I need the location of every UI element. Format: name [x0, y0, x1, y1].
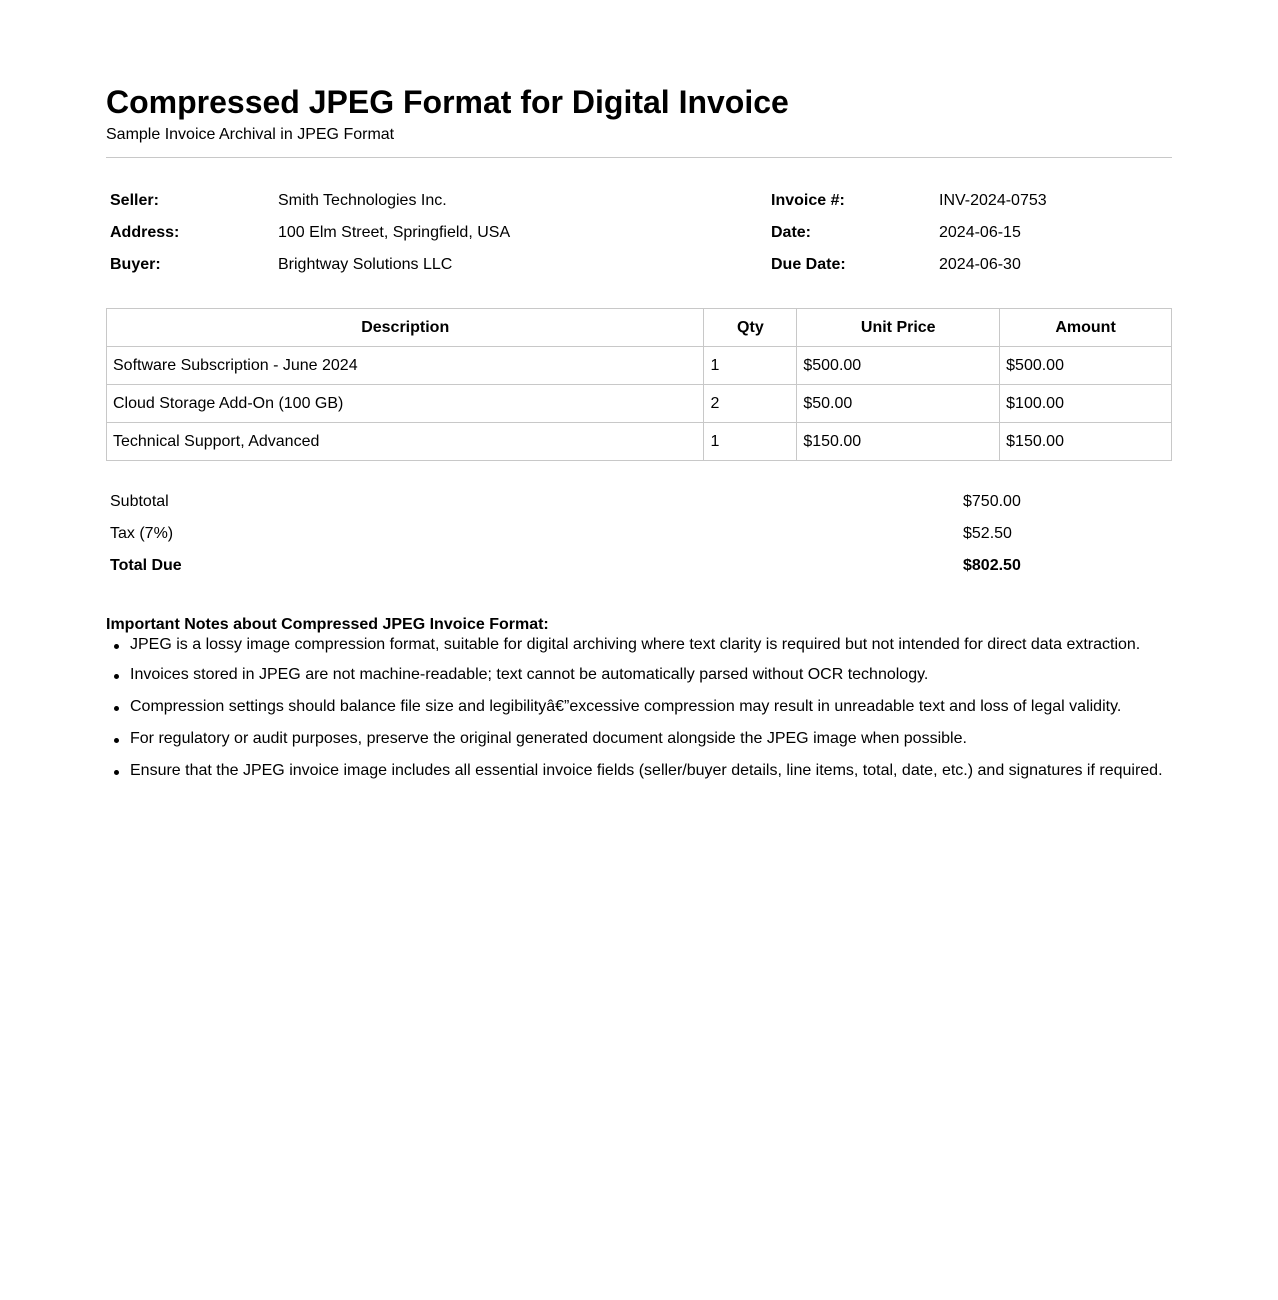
cell-qty: 2 — [704, 385, 797, 423]
totals-section — [106, 486, 1172, 582]
cell-amount: $500.00 — [1000, 347, 1172, 385]
tax-value: $52.50 — [963, 525, 1012, 542]
list-item — [106, 666, 1172, 698]
header-divider — [106, 157, 1172, 158]
notes-title: Important Notes about Compressed JPEG Invoice Format: — [106, 616, 549, 633]
subtotal-value: $750.00 — [963, 493, 1021, 510]
buyer-label: Buyer: — [110, 256, 161, 273]
seller-label: Seller: — [110, 192, 159, 209]
tax-label: Tax (7%) — [110, 525, 174, 542]
note-text: Ensure that the JPEG invoice image includes all essential invoice fields (seller/buyer details, line items, total, date, etc.) and signatures if required. — [130, 762, 1163, 779]
meta-row-buyer — [106, 250, 1172, 282]
note-text: Compression settings should balance file size and legibilityâ€”excessive compression may result in unreadable text and loss of legal validity. — [130, 698, 1122, 715]
table-header-row — [107, 309, 1172, 347]
buyer-value: Brightway Solutions LLC — [278, 256, 453, 273]
cell-unit-price: $150.00 — [797, 423, 1000, 461]
list-item — [106, 636, 1172, 666]
bullet-icon — [114, 706, 119, 711]
total-due-label: Total Due — [110, 557, 182, 574]
address-value: 100 Elm Street, Springfield, USA — [278, 224, 511, 241]
cell-description: Technical Support, Advanced — [107, 423, 704, 461]
cell-qty: 1 — [704, 423, 797, 461]
subtotal-row — [106, 486, 1172, 518]
cell-unit-price: $50.00 — [797, 385, 1000, 423]
address-label: Address: — [110, 224, 180, 241]
cell-unit-price: $500.00 — [797, 347, 1000, 385]
cell-qty: 1 — [704, 347, 797, 385]
cell-amount: $100.00 — [1000, 385, 1172, 423]
note-text: Invoices stored in JPEG are not machine-readable; text cannot be automatically parsed without OCR technology. — [130, 666, 929, 683]
subtotal-label: Subtotal — [110, 493, 169, 510]
column-header-amount: Amount — [1000, 309, 1172, 347]
cell-description: Cloud Storage Add-On (100 GB) — [107, 385, 704, 423]
page-title: Compressed JPEG Format for Digital Invoice — [106, 84, 789, 120]
meta-row-seller — [106, 186, 1172, 218]
line-items-table — [106, 308, 1172, 461]
bullet-icon — [114, 674, 119, 679]
note-text: For regulatory or audit purposes, preserve the original generated document alongside the JPEG image when possible. — [130, 730, 967, 747]
notes-section — [106, 616, 1172, 794]
table-row — [107, 423, 1172, 461]
bullet-icon — [114, 738, 119, 743]
cell-description: Software Subscription - June 2024 — [107, 347, 704, 385]
bullet-icon — [114, 644, 119, 649]
list-item — [106, 730, 1172, 762]
table-row — [107, 347, 1172, 385]
notes-list — [106, 636, 1172, 794]
table-row — [107, 385, 1172, 423]
invoice-meta — [106, 186, 1172, 282]
cell-amount: $150.00 — [1000, 423, 1172, 461]
page-subtitle: Sample Invoice Archival in JPEG Format — [106, 126, 395, 143]
total-due-value: $802.50 — [963, 557, 1021, 574]
meta-row-address — [106, 218, 1172, 250]
column-header-qty: Qty — [704, 309, 797, 347]
total-due-row — [106, 550, 1172, 582]
note-text: JPEG is a lossy image compression format, suitable for digital archiving where text clarity is required but not intended for direct data extraction. — [130, 636, 1141, 653]
due-date-label: Due Date: — [771, 256, 846, 273]
invoice-number-label: Invoice #: — [771, 192, 845, 209]
column-header-description: Description — [107, 309, 704, 347]
list-item — [106, 698, 1172, 730]
due-date-value: 2024-06-30 — [939, 256, 1021, 273]
date-value: 2024-06-15 — [939, 224, 1021, 241]
column-header-unit-price: Unit Price — [797, 309, 1000, 347]
date-label: Date: — [771, 224, 812, 241]
seller-value: Smith Technologies Inc. — [278, 192, 447, 209]
invoice-number-value: INV-2024-0753 — [939, 192, 1047, 209]
list-item — [106, 762, 1172, 794]
tax-row — [106, 518, 1172, 550]
bullet-icon — [114, 770, 119, 775]
